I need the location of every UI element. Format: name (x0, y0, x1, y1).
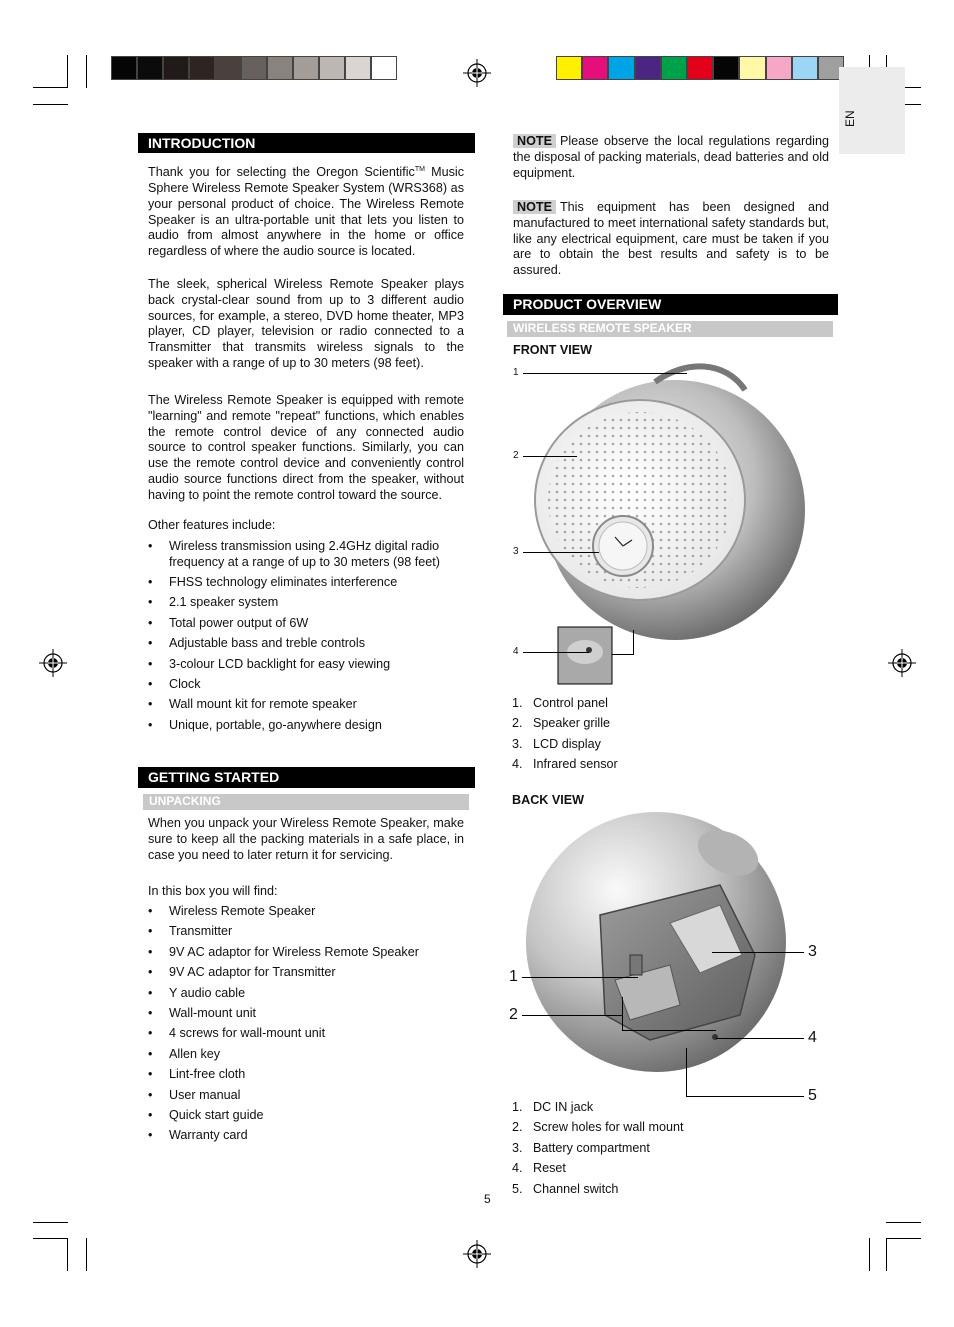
box-item: • Y audio cable (148, 986, 464, 1002)
color-swatch (556, 56, 582, 80)
item-label: LCD display (533, 736, 601, 751)
color-swatch (215, 56, 241, 80)
box-item: • Wall-mount unit (148, 1006, 464, 1022)
box-item: • 9V AC adaptor for Transmitter (148, 965, 464, 981)
callout-leader-line (523, 373, 687, 374)
color-swatch (739, 56, 765, 80)
callout-leader-line (716, 1038, 804, 1039)
back-callout-3: 3 (808, 943, 817, 960)
front-view-speaker-illustration (505, 360, 815, 690)
wireless-remote-speaker-subheading: WIRELESS REMOTE SPEAKER (507, 321, 833, 337)
box-item: • 9V AC adaptor for Wireless Remote Speaker (148, 945, 464, 961)
note-safety (513, 200, 829, 279)
box-item: • Transmitter (148, 924, 464, 940)
front-callout-4: 4 (513, 646, 519, 657)
item-number: 1. (512, 1100, 523, 1114)
color-swatch (371, 56, 397, 80)
item-number: 5. (512, 1181, 523, 1196)
back-view-label: BACK VIEW (512, 793, 585, 807)
box-item: • 4 screws for wall-mount unit (148, 1026, 464, 1042)
color-swatch (163, 56, 189, 80)
back-callout-4: 4 (808, 1029, 817, 1046)
feature-item: • FHSS technology eliminates interference (148, 575, 464, 591)
callout-leader-line (712, 952, 804, 953)
item-number: 4. (512, 1161, 523, 1176)
item-label: DC IN jack (533, 1100, 594, 1114)
box-item: • User manual (148, 1088, 464, 1104)
back-callout-1: 1 (509, 968, 518, 985)
color-swatch (319, 56, 345, 80)
introduction-heading: INTRODUCTION (138, 133, 475, 153)
item-label: Speaker grille (533, 716, 611, 731)
front-view-part (512, 716, 812, 732)
features-list (148, 539, 464, 738)
intro-paragraph-2: The sleek, spherical Wireless Remote Speaker plays back crystal-clear sound from up to 3 different audio sources, for example, a stereo, DVD home theater, MP3 player, CD player, television or radio connected to a Transmitter that transmits wireless signals to the speaker with a range of up to 30 meters (98 feet). (148, 277, 464, 370)
box-item: • Warranty card (148, 1128, 464, 1144)
note-safety-text: This equipment has been designed and manufactured to meet international safety standards but, like any electrical equipment, care must be taken if you are to obtain the best results and safety is to be assured. (513, 200, 829, 278)
front-callout-3: 3 (513, 546, 519, 557)
color-swatch (137, 56, 163, 80)
back-view-part (512, 1120, 812, 1136)
feature-item: • Clock (148, 677, 464, 693)
back-callout-2: 2 (509, 1006, 518, 1023)
back-view-part (512, 1161, 812, 1177)
front-view-part (512, 757, 812, 773)
back-view-part (512, 1141, 812, 1157)
front-view-parts-list (512, 696, 812, 778)
callout-leader-line (612, 654, 634, 655)
note-disposal-text: Please observe the local regulations regarding the disposal of packing materials, dead batteries and old equipment. (513, 134, 829, 180)
item-number: 3. (512, 1140, 523, 1155)
front-view-label: FRONT VIEW (513, 343, 593, 357)
color-swatch (792, 56, 818, 80)
back-callout-5: 5 (808, 1087, 817, 1104)
item-label: Infrared sensor (533, 757, 618, 772)
box-item: • Lint-free cloth (148, 1067, 464, 1083)
color-swatch (189, 56, 215, 80)
box-item: • Wireless Remote Speaker (148, 904, 464, 920)
unpacking-paragraph: When you unpack your Wireless Remote Speaker, make sure to keep all the packing materials in a safe place, in case you need to later return it for servicing. (148, 816, 464, 862)
box-contents-list (148, 904, 464, 1149)
feature-item: • 3-colour LCD backlight for easy viewing (148, 657, 464, 673)
feature-item: • Adjustable bass and treble controls (148, 636, 464, 652)
back-view-part (512, 1182, 812, 1198)
callout-leader-line (522, 977, 638, 978)
feature-item: • Wireless transmission using 2.4GHz digital radio frequency at a range of up to 30 meters (98 feet) (148, 539, 464, 570)
unpacking-subheading: UNPACKING (143, 794, 469, 810)
box-item: • Quick start guide (148, 1108, 464, 1124)
intro-paragraph-1-rest: Music Sphere Wireless Remote Speaker System (WRS368) as your personal product of choice. The Wireless Remote Speaker is an ultra-portable unit that lets you listen to audio from almost anywhere in the home or office regardless of where the audio source is located. (148, 165, 465, 259)
item-number: 3. (512, 736, 523, 751)
features-intro: Other features include: (148, 518, 276, 532)
color-swatch (766, 56, 792, 80)
intro-paragraph-1-start: Thank you for selecting the Oregon Scientific (148, 165, 415, 180)
back-view-part (512, 1100, 812, 1116)
feature-item: • Wall mount kit for remote speaker (148, 697, 464, 713)
color-swatch (111, 56, 137, 80)
color-swatch (293, 56, 319, 80)
note-tag: NOTE (513, 134, 556, 148)
front-view-part (512, 696, 812, 712)
item-label: Control panel (533, 696, 608, 710)
color-swatch (608, 56, 634, 80)
registration-target-icon (462, 1239, 492, 1269)
callout-leader-line (523, 456, 577, 457)
item-number: 4. (512, 757, 523, 772)
callout-leader-line (622, 1030, 716, 1031)
feature-item: • Unique, portable, go-anywhere design (148, 718, 464, 734)
callout-leader-line (622, 997, 623, 1030)
color-swatch (345, 56, 371, 80)
product-overview-heading: PRODUCT OVERVIEW (503, 294, 838, 315)
registration-target-icon (38, 648, 68, 678)
item-label: Channel switch (533, 1181, 619, 1196)
color-swatch (582, 56, 608, 80)
color-swatch (635, 56, 661, 80)
callout-leader-line (522, 1015, 622, 1016)
trademark-mark: TM (414, 166, 425, 173)
callout-leader-line (633, 630, 634, 655)
callout-leader-line (523, 552, 599, 553)
color-swatch (687, 56, 713, 80)
item-number: 2. (512, 1120, 523, 1135)
page-number: 5 (484, 1192, 491, 1206)
front-view-part (512, 737, 812, 753)
language-tab-label: EN (843, 110, 857, 127)
note-tag: NOTE (513, 200, 556, 214)
color-swatch (661, 56, 687, 80)
feature-item: • Total power output of 6W (148, 616, 464, 632)
note-disposal (513, 134, 829, 181)
box-item: • Allen key (148, 1047, 464, 1063)
item-label: Reset (533, 1161, 566, 1176)
intro-paragraph-1 (148, 162, 464, 260)
registration-target-icon (462, 58, 492, 88)
getting-started-heading: GETTING STARTED (138, 767, 475, 788)
color-swatch (267, 56, 293, 80)
feature-item: • 2.1 speaker system (148, 595, 464, 611)
item-number: 1. (512, 696, 523, 710)
back-view-speaker-illustration (520, 805, 810, 1095)
color-swatch (713, 56, 739, 80)
item-number: 2. (512, 716, 523, 731)
registration-target-icon (887, 648, 917, 678)
language-tab (839, 67, 905, 154)
intro-paragraph-3: The Wireless Remote Speaker is equipped with remote "learning" and remote "repeat" functions, which enables the remote control device of any connected audio source to control speaker functions. Similarly, you can use the remote control device and conveniently control audio source functions direct from the speaker, without having to point the remote control toward the source. (148, 393, 464, 502)
callout-leader-line (686, 1048, 687, 1096)
back-view-parts-list (512, 1100, 812, 1202)
color-swatch (241, 56, 267, 80)
callout-leader-line (686, 1096, 804, 1097)
box-intro: In this box you will find: (148, 884, 278, 898)
item-label: Screw holes for wall mount (533, 1120, 684, 1135)
callout-leader-line (523, 652, 589, 653)
front-callout-2: 2 (513, 450, 519, 461)
front-callout-1: 1 (513, 367, 519, 378)
item-label: Battery compartment (533, 1140, 650, 1155)
